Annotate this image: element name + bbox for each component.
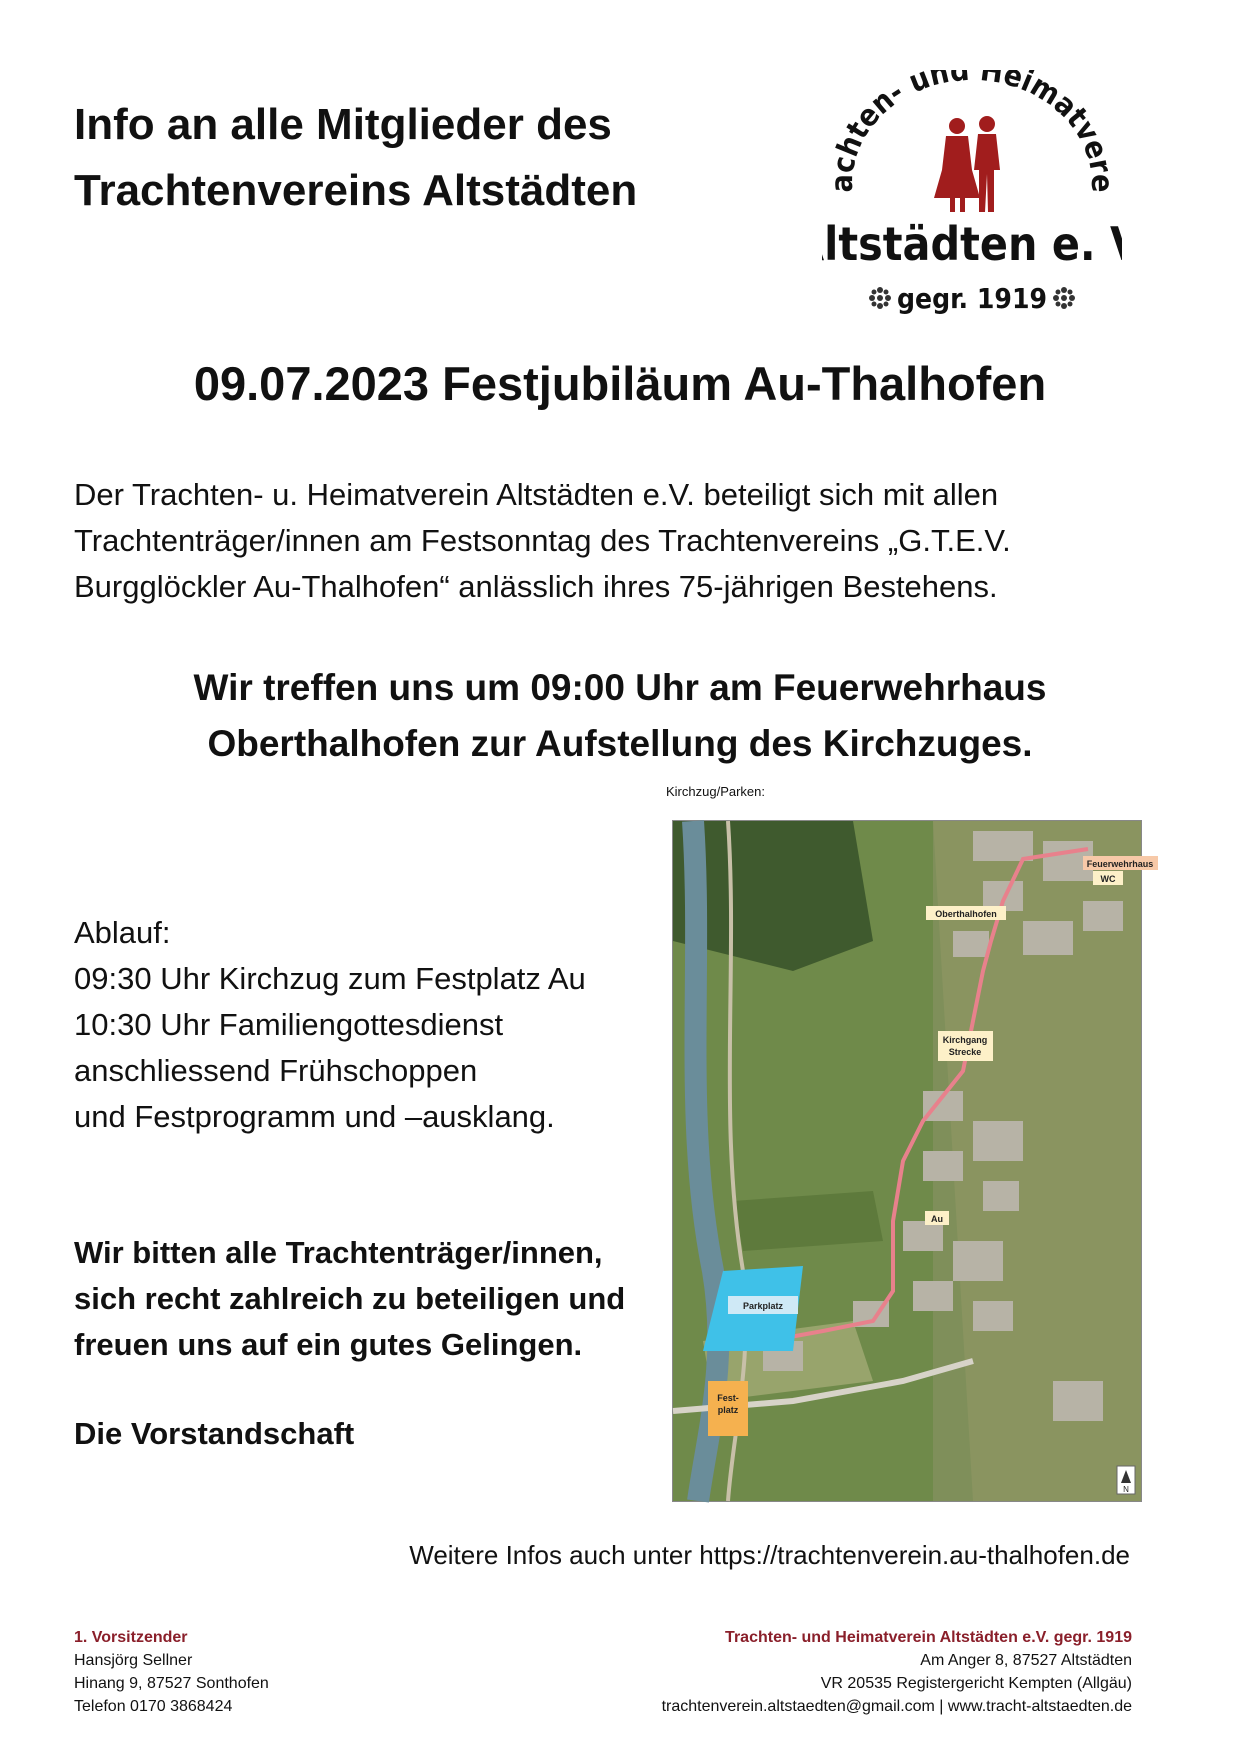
footer-right-heading: Trachten- und Heimatverein Altstädten e.V. gegr. 1919 — [725, 1629, 1132, 1646]
footer-chairman — [74, 1626, 269, 1718]
schedule — [74, 910, 586, 1140]
schedule-line-4: und Festprogramm und –ausklang. — [74, 1099, 555, 1134]
meeting-line-2: Oberthalhofen zur Aufstellung des Kirchzuges. — [207, 723, 1033, 764]
map-label-au: Au — [931, 1214, 943, 1224]
intro-paragraph — [74, 472, 1184, 610]
appeal-line-2: sich recht zahlreich zu beteiligen und — [74, 1281, 626, 1316]
map-label-festplatz-1: Fest- — [717, 1393, 739, 1403]
map-label-oberthalhofen: Oberthalhofen — [935, 909, 997, 919]
logo-founded: gegr. 1919 — [896, 282, 1048, 315]
meeting-announcement — [0, 660, 1240, 772]
more-info-link[interactable]: Weitere Infos auch unter https://trachtenverein.au-thalhofen.de — [409, 1540, 1130, 1570]
edelweiss-icon-left — [869, 287, 891, 309]
map-label-north: N — [1123, 1485, 1129, 1494]
map-label-kirchgang-2: Strecke — [948, 1047, 982, 1057]
dancing-couple-icon — [934, 116, 1000, 212]
logo-name: ltstädten e. — [824, 217, 1096, 271]
page-title — [74, 92, 637, 224]
edelweiss-icon-right — [1053, 287, 1075, 309]
footer-chairman-name: Hansjörg Sellner — [74, 1652, 193, 1669]
footer-club-contact[interactable]: trachtenverein.altstaedten@gmail.com | www.tracht-altstaedten.de — [661, 1698, 1132, 1715]
club-logo — [822, 70, 1122, 330]
schedule-heading: Ablauf: — [74, 915, 171, 950]
footer-club-register: VR 20535 Registergericht Kempten (Allgäu) — [820, 1675, 1132, 1692]
footer-club-address: Am Anger 8, 87527 Altstädten — [920, 1652, 1132, 1669]
club-logo-graphic — [822, 70, 1122, 330]
page-title-line-1: Info an alle Mitglieder des — [74, 100, 612, 149]
logo-arc-text: achten- und Heimatvere — [824, 70, 1120, 193]
intro-line-2: Trachtenträger/innen am Festsonntag des Trachtenvereins „G.T.E.V. — [74, 523, 1011, 558]
intro-line-3: Burgglöckler Au-Thalhofen“ anlässlich ihres 75-jährigen Bestehens. — [74, 569, 998, 604]
footer-chairman-address: Hinang 9, 87527 Sonthofen — [74, 1675, 269, 1692]
page-title-line-2: Trachtenvereins Altstädten — [74, 166, 638, 215]
map-label-parkplatz: Parkplatz — [742, 1301, 784, 1311]
event-title: 09.07.2023 Festjubiläum Au-Thalhofen — [193, 357, 1047, 410]
footer-chairman-phone: Telefon 0170 3868424 — [74, 1698, 233, 1715]
meeting-line-1: Wir treffen uns um 09:00 Uhr am Feuerwehrhaus — [193, 667, 1047, 708]
appeal-paragraph — [74, 1230, 625, 1368]
route-map — [672, 820, 1154, 1502]
footer-left-heading: 1. Vorsitzender — [74, 1629, 188, 1646]
schedule-line-2: 10:30 Uhr Familiengottesdienst — [74, 1007, 504, 1042]
map-label-wc: WC — [1100, 874, 1116, 884]
map-label-feuerwehrhaus: Feuerwehrhaus — [1086, 859, 1154, 869]
footer-club-info — [662, 1626, 1132, 1718]
schedule-line-3: anschliessend Frühschoppen — [74, 1053, 478, 1088]
map-label-festplatz-2: platz — [717, 1405, 739, 1415]
map-label-kirchgang-1: Kirchgang — [942, 1035, 988, 1045]
schedule-line-1: 09:30 Uhr Kirchzug zum Festplatz Au — [74, 961, 586, 996]
route-map-graphic — [673, 821, 1154, 1501]
appeal-line-3: freuen uns auf ein gutes Gelingen. — [74, 1327, 583, 1362]
signoff: Die Vorstandschaft — [74, 1416, 355, 1451]
appeal-line-1: Wir bitten alle Trachtenträger/innen, — [74, 1235, 603, 1270]
intro-line-1: Der Trachten- u. Heimatverein Altstädten e.V. beteiligt sich mit allen — [74, 477, 999, 512]
map-caption: Kirchzug/Parken: — [666, 784, 765, 799]
